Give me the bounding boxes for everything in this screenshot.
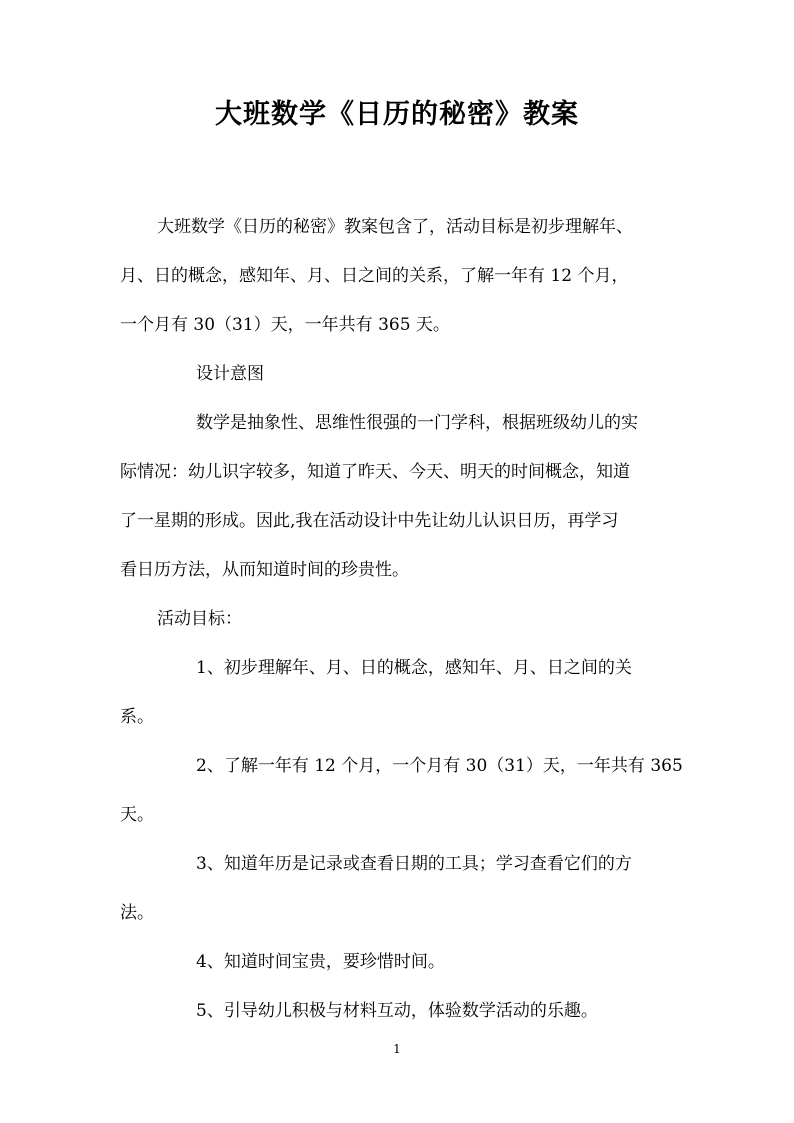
paragraph-line: 月、日的概念，感知年、月、日之间的关系，了解一年有 12 个月，: [120, 266, 629, 286]
list-item: 5、引导幼儿积极与材料互动，体验数学活动的乐趣。: [196, 1001, 598, 1021]
paragraph-line: 际情况：幼儿识字较多，知道了昨天、今天、明天的时间概念，知道: [120, 462, 630, 482]
list-item-continuation: 法。: [120, 903, 154, 923]
paragraph-line: 一个月有 30（31）天，一年共有 365 天。: [120, 315, 450, 335]
paragraph-line: 看日历方法，从而知道时间的珍贵性。: [120, 560, 409, 580]
document-body: [120, 203, 683, 1036]
list-item-continuation: 系。: [120, 707, 154, 727]
list-item: 4、知道时间宝贵，要珍惜时间。: [196, 952, 445, 972]
list-item-continuation: 天。: [120, 805, 154, 825]
paragraph-line: 了一星期的形成。因此,我在活动设计中先让幼儿认识日历，再学习: [120, 511, 619, 531]
list-item: 3、知道年历是记录或查看日期的工具；学习查看它们的方: [196, 854, 632, 874]
paragraph-line: 数学是抽象性、思维性很强的一门学科，根据班级幼儿的实: [196, 413, 638, 433]
section-heading: 活动目标：: [157, 609, 242, 629]
list-item: 2、了解一年有 12 个月，一个月有 30（31）天，一年共有 365: [196, 756, 683, 776]
paragraph-line: 大班数学《日历的秘密》教案包含了，活动目标是初步理解年、: [157, 217, 633, 237]
page-number: 1: [393, 1042, 401, 1056]
document-title: 大班数学《日历的秘密》教案: [215, 99, 579, 130]
list-item: 1、初步理解年、月、日的概念，感知年、月、日之间的关: [196, 658, 632, 678]
section-heading: 设计意图: [196, 364, 264, 384]
